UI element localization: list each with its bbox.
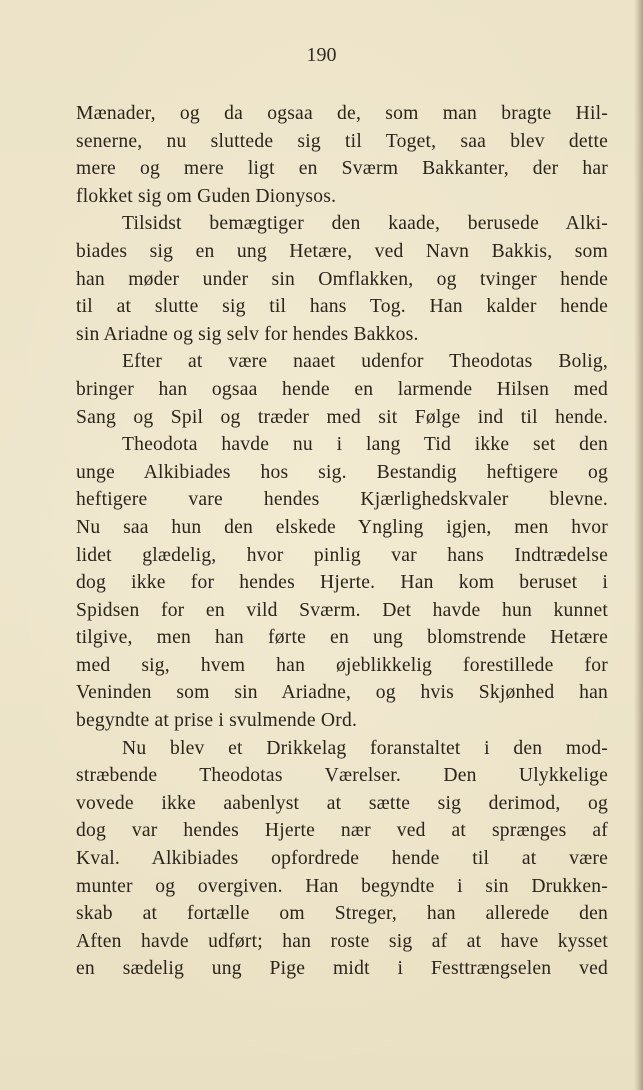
text-line: Efter at være naaet udenfor Theodotas Bolig,: [122, 351, 608, 373]
text-line: flokket sig om Guden Dionysos.: [76, 185, 337, 207]
text-line: til at slutte sig til hans Tog. Han kalder hende: [76, 296, 608, 318]
text-line: Kval. Alkibiades opfordrede hende til at være: [76, 848, 608, 870]
text-line: Aften havde udført; han roste sig af at have kysset: [76, 930, 608, 952]
text-line: tilgive, men han førte en ung blomstrende Hetære: [76, 627, 608, 649]
text-line: dog ikke for hendes Hjerte. Han kom beruset i: [76, 572, 608, 594]
text-line: sin Ariadne og sig selv for hendes Bakkos.: [76, 323, 419, 345]
text-line: begyndte at prise i svulmende Ord.: [76, 710, 358, 732]
text-line: Veninden som sin Ariadne, og hvis Skjønhed han: [76, 682, 608, 704]
text-line: mere og mere ligt en Sværm Bakkanter, der har: [76, 158, 608, 180]
page-edge-shadow: [634, 0, 643, 1090]
text-line: stræbende Theodotas Værelser. Den Ulykkelige: [76, 765, 608, 787]
text-line: lidet glædelig, hvor pinlig var hans Indtrædelse: [76, 544, 608, 566]
text-line: dog var hendes Hjerte nær ved at sprænges af: [76, 820, 608, 842]
text-line: en sædelig ung Pige midt i Festtrængselen ved: [76, 958, 608, 980]
text-line: munter og overgiven. Han begyndte i sin Drukken-: [76, 875, 608, 897]
text-line: Theodota havde nu i lang Tid ikke set den: [122, 434, 608, 456]
text-line: unge Alkibiades hos sig. Bestandig heftigere og: [76, 461, 608, 483]
text-line: Sang og Spil og træder med sit Følge ind til hende.: [76, 406, 608, 428]
text-line: Mænader, og da ogsaa de, som man bragte Hil-: [76, 103, 608, 124]
text-line: senerne, nu sluttede sig til Toget, saa blev dette: [76, 130, 608, 152]
body-text: [76, 100, 608, 983]
text-line: Nu blev et Drikkelag foranstaltet i den mod-: [122, 737, 608, 759]
page-number: 190: [306, 44, 337, 66]
text-line: han møder under sin Omflakken, og tvinger hende: [76, 268, 608, 290]
text-line: Spidsen for en vild Sværm. Det havde hun kunnet: [76, 599, 608, 621]
text-line: bringer han ogsaa hende en larmende Hilsen med: [76, 378, 608, 400]
text-line: biades sig en ung Hetære, ved Navn Bakkis, som: [76, 240, 608, 262]
text-line: med sig, hvem han øjeblikkelig forestillede for: [76, 654, 608, 676]
text-line: Tilsidst bemægtiger den kaade, berusede Alki-: [122, 213, 608, 235]
text-line: vovede ikke aabenlyst at sætte sig derimod, og: [76, 792, 608, 814]
text-line: heftigere vare hendes Kjærlighedskvaler blevne.: [76, 489, 608, 511]
text-line: Nu saa hun den elskede Yngling igjen, men hvor: [76, 516, 608, 538]
text-line: skab at fortælle om Streger, han allerede den: [76, 903, 608, 925]
